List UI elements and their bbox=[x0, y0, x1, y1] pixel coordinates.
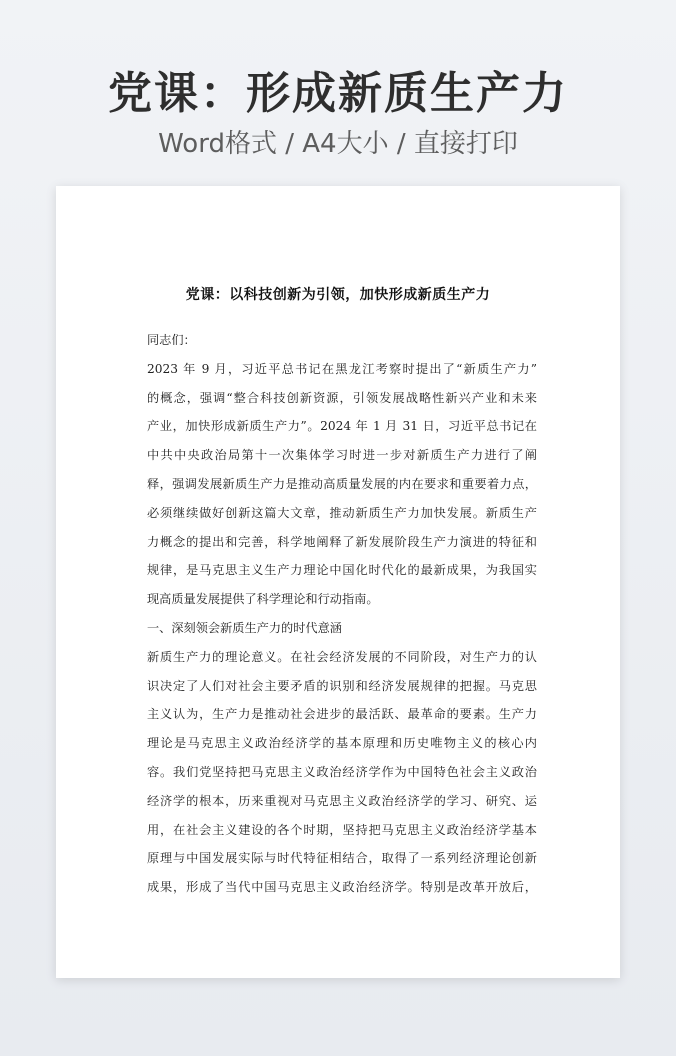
paragraph-line: 现高质量发展提供了科学理论和行动指南。 bbox=[147, 592, 379, 607]
paragraph-line: 原理与中国发展实际与时代特征相结合，取得了一系列经济理论创新 bbox=[147, 851, 537, 866]
paragraph-line: 必须继续做好创新这篇大文章，推动新质生产力加快发展。新质生产 bbox=[147, 505, 537, 520]
promo-title: 党课：形成新质生产力 bbox=[108, 68, 568, 119]
promo-header bbox=[0, 62, 676, 162]
paragraph-line: 识决定了人们对社会主要矛盾的识别和经济发展规律的把握。马克思 bbox=[147, 678, 537, 693]
paragraph-line: 力概念的提出和完善，科学地阐释了新发展阶段生产力演进的特征和 bbox=[147, 534, 537, 549]
document-title: 党课：以科技创新为引领，加快形成新质生产力 bbox=[185, 287, 491, 303]
paragraph-line: 成果，形成了当代中国马克思主义政治经济学。特别是改革开放后， bbox=[147, 880, 537, 895]
section-heading: 一、深刻领会新质生产力的时代意涵 bbox=[147, 620, 342, 635]
paragraph-line: 主义认为，生产力是推动社会进步的最活跃、最革命的要素。生产力 bbox=[147, 707, 537, 722]
paragraph-line: 经济学的根本，历来重视对马克思主义政治经济学的学习、研究、运 bbox=[147, 793, 537, 808]
paragraph-line: 中共中央政治局第十一次集体学习时进一步对新质生产力进行了阐 bbox=[147, 448, 537, 463]
paragraph-line: 释，强调发展新质生产力是推动高质量发展的内在要求和重要着力点， bbox=[147, 476, 537, 491]
promo-subtitle: Word格式 / A4大小 / 直接打印 bbox=[158, 129, 518, 159]
paragraph-line: 用，在社会主义建设的各个时期，坚持把马克思主义政治经济学基本 bbox=[147, 822, 537, 837]
paragraph-line: 2023 年 9 月，习近平总书记在黑龙江考察时提出了“新质生产力” bbox=[147, 361, 537, 376]
paragraph-line: 的概念，强调“整合科技创新资源，引领发展战略性新兴产业和未来 bbox=[147, 390, 537, 405]
document-page bbox=[56, 186, 620, 978]
paragraph-line: 规律，是马克思主义生产力理论中国化时代化的最新成果，为我国实 bbox=[147, 563, 537, 578]
paragraph-line: 产业，加快形成新质生产力”。2024 年 1 月 31 日，习近平总书记在 bbox=[147, 419, 537, 434]
paragraph-line: 新质生产力的理论意义。在社会经济发展的不同阶段，对生产力的认 bbox=[147, 649, 537, 664]
paragraph-line: 理论是马克思主义政治经济学的基本原理和历史唯物主义的核心内 bbox=[147, 736, 537, 751]
paragraph-line: 同志们： bbox=[147, 333, 196, 347]
document-body bbox=[147, 326, 537, 902]
paragraph-line: 容。我们党坚持把马克思主义政治经济学作为中国特色社会主义政治 bbox=[147, 764, 537, 779]
